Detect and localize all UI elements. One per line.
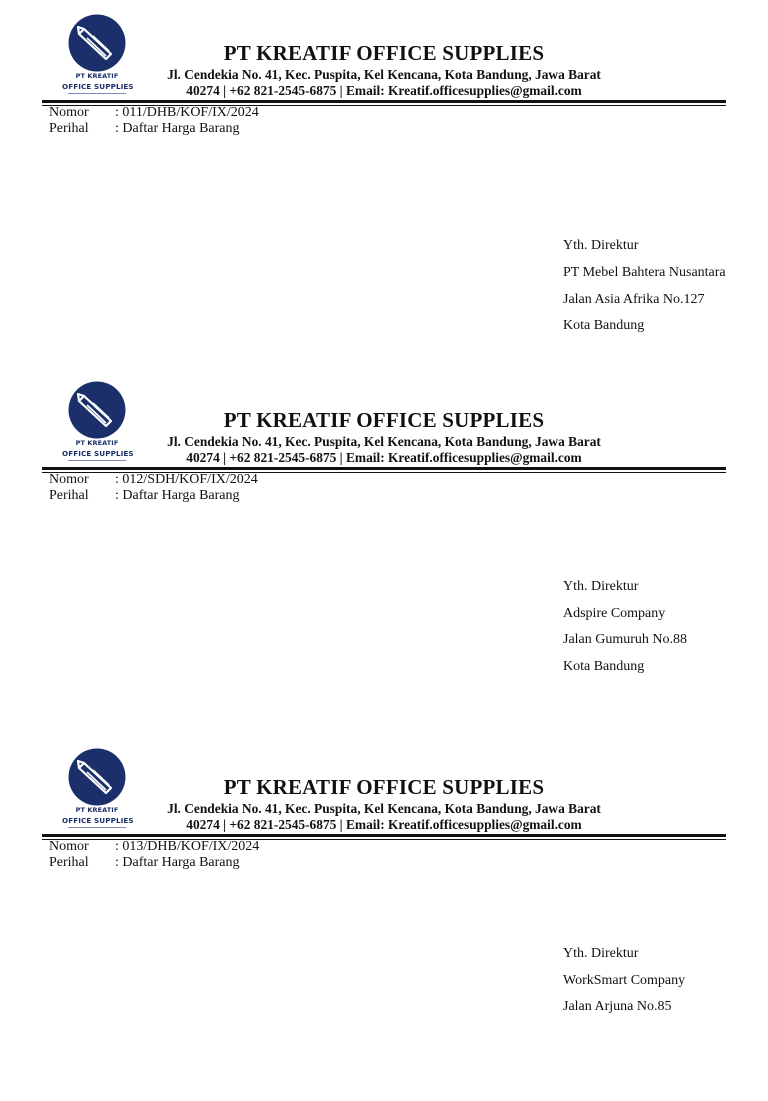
logo-text-line1: PT KREATIF	[75, 806, 119, 814]
recipient-line-2: PT Mebel Bahtera Nusantara	[563, 265, 726, 280]
address-line-2: 40274 | +62 821-2545-6875 | Email: Kreatif.officesupplies@gmail.com	[186, 83, 582, 98]
nomor-label: Nomor	[49, 105, 89, 120]
nomor-value: : 011/DHB/KOF/IX/2024	[115, 105, 259, 120]
recipient-line-1: Yth. Direktur	[563, 579, 639, 594]
recipient-line-3: Jalan Arjuna No.85	[563, 999, 672, 1014]
logo-text-line1: PT KREATIF	[75, 439, 119, 447]
perihal-label: Perihal	[49, 488, 89, 503]
company-name: PT KREATIF OFFICE SUPPLIES	[223, 41, 545, 65]
address-line-1: Jl. Cendekia No. 41, Kec. Puspita, Kel Kencana, Kota Bandung, Jawa Barat	[167, 434, 601, 449]
perihal-label: Perihal	[49, 121, 89, 136]
header-rule-thick	[42, 834, 726, 837]
address-line-2: 40274 | +62 821-2545-6875 | Email: Kreatif.officesupplies@gmail.com	[186, 450, 582, 465]
letter-1	[0, 0, 768, 367]
letter-3	[0, 734, 768, 1101]
nomor-label: Nomor	[49, 839, 89, 854]
header-rule-thick	[42, 100, 726, 103]
recipient-line-1: Yth. Direktur	[563, 238, 639, 253]
address-line-1: Jl. Cendekia No. 41, Kec. Puspita, Kel Kencana, Kota Bandung, Jawa Barat	[167, 67, 601, 82]
logo-text-line1: PT KREATIF	[75, 72, 119, 80]
recipient-line-2: WorkSmart Company	[563, 973, 686, 988]
address-line-1: Jl. Cendekia No. 41, Kec. Puspita, Kel Kencana, Kota Bandung, Jawa Barat	[167, 801, 601, 816]
recipient-line-2: Adspire Company	[563, 606, 666, 621]
perihal-label: Perihal	[49, 855, 89, 870]
address-line-2: 40274 | +62 821-2545-6875 | Email: Kreatif.officesupplies@gmail.com	[186, 817, 582, 832]
logo-text-line2: OFFICE SUPPLIES	[62, 816, 134, 825]
recipient-line-4: Kota Bandung	[563, 318, 645, 333]
recipient-line-3: Jalan Asia Afrika No.127	[563, 292, 705, 307]
recipient-line-1: Yth. Direktur	[563, 946, 639, 961]
logo-text-line2: OFFICE SUPPLIES	[62, 82, 134, 91]
header-rule-thick	[42, 467, 726, 470]
recipient-line-4: Kota Bandung	[563, 659, 645, 674]
perihal-value: : Daftar Harga Barang	[115, 121, 240, 136]
nomor-value: : 012/SDH/KOF/IX/2024	[115, 472, 258, 487]
company-name: PT KREATIF OFFICE SUPPLIES	[223, 408, 545, 432]
perihal-value: : Daftar Harga Barang	[115, 488, 240, 503]
perihal-value: : Daftar Harga Barang	[115, 855, 240, 870]
recipient-line-3: Jalan Gumuruh No.88	[563, 632, 688, 647]
nomor-label: Nomor	[49, 472, 89, 487]
letter-2	[0, 367, 768, 734]
logo-text-line2: OFFICE SUPPLIES	[62, 449, 134, 458]
nomor-value: : 013/DHB/KOF/IX/2024	[115, 839, 260, 854]
company-name: PT KREATIF OFFICE SUPPLIES	[223, 775, 545, 799]
